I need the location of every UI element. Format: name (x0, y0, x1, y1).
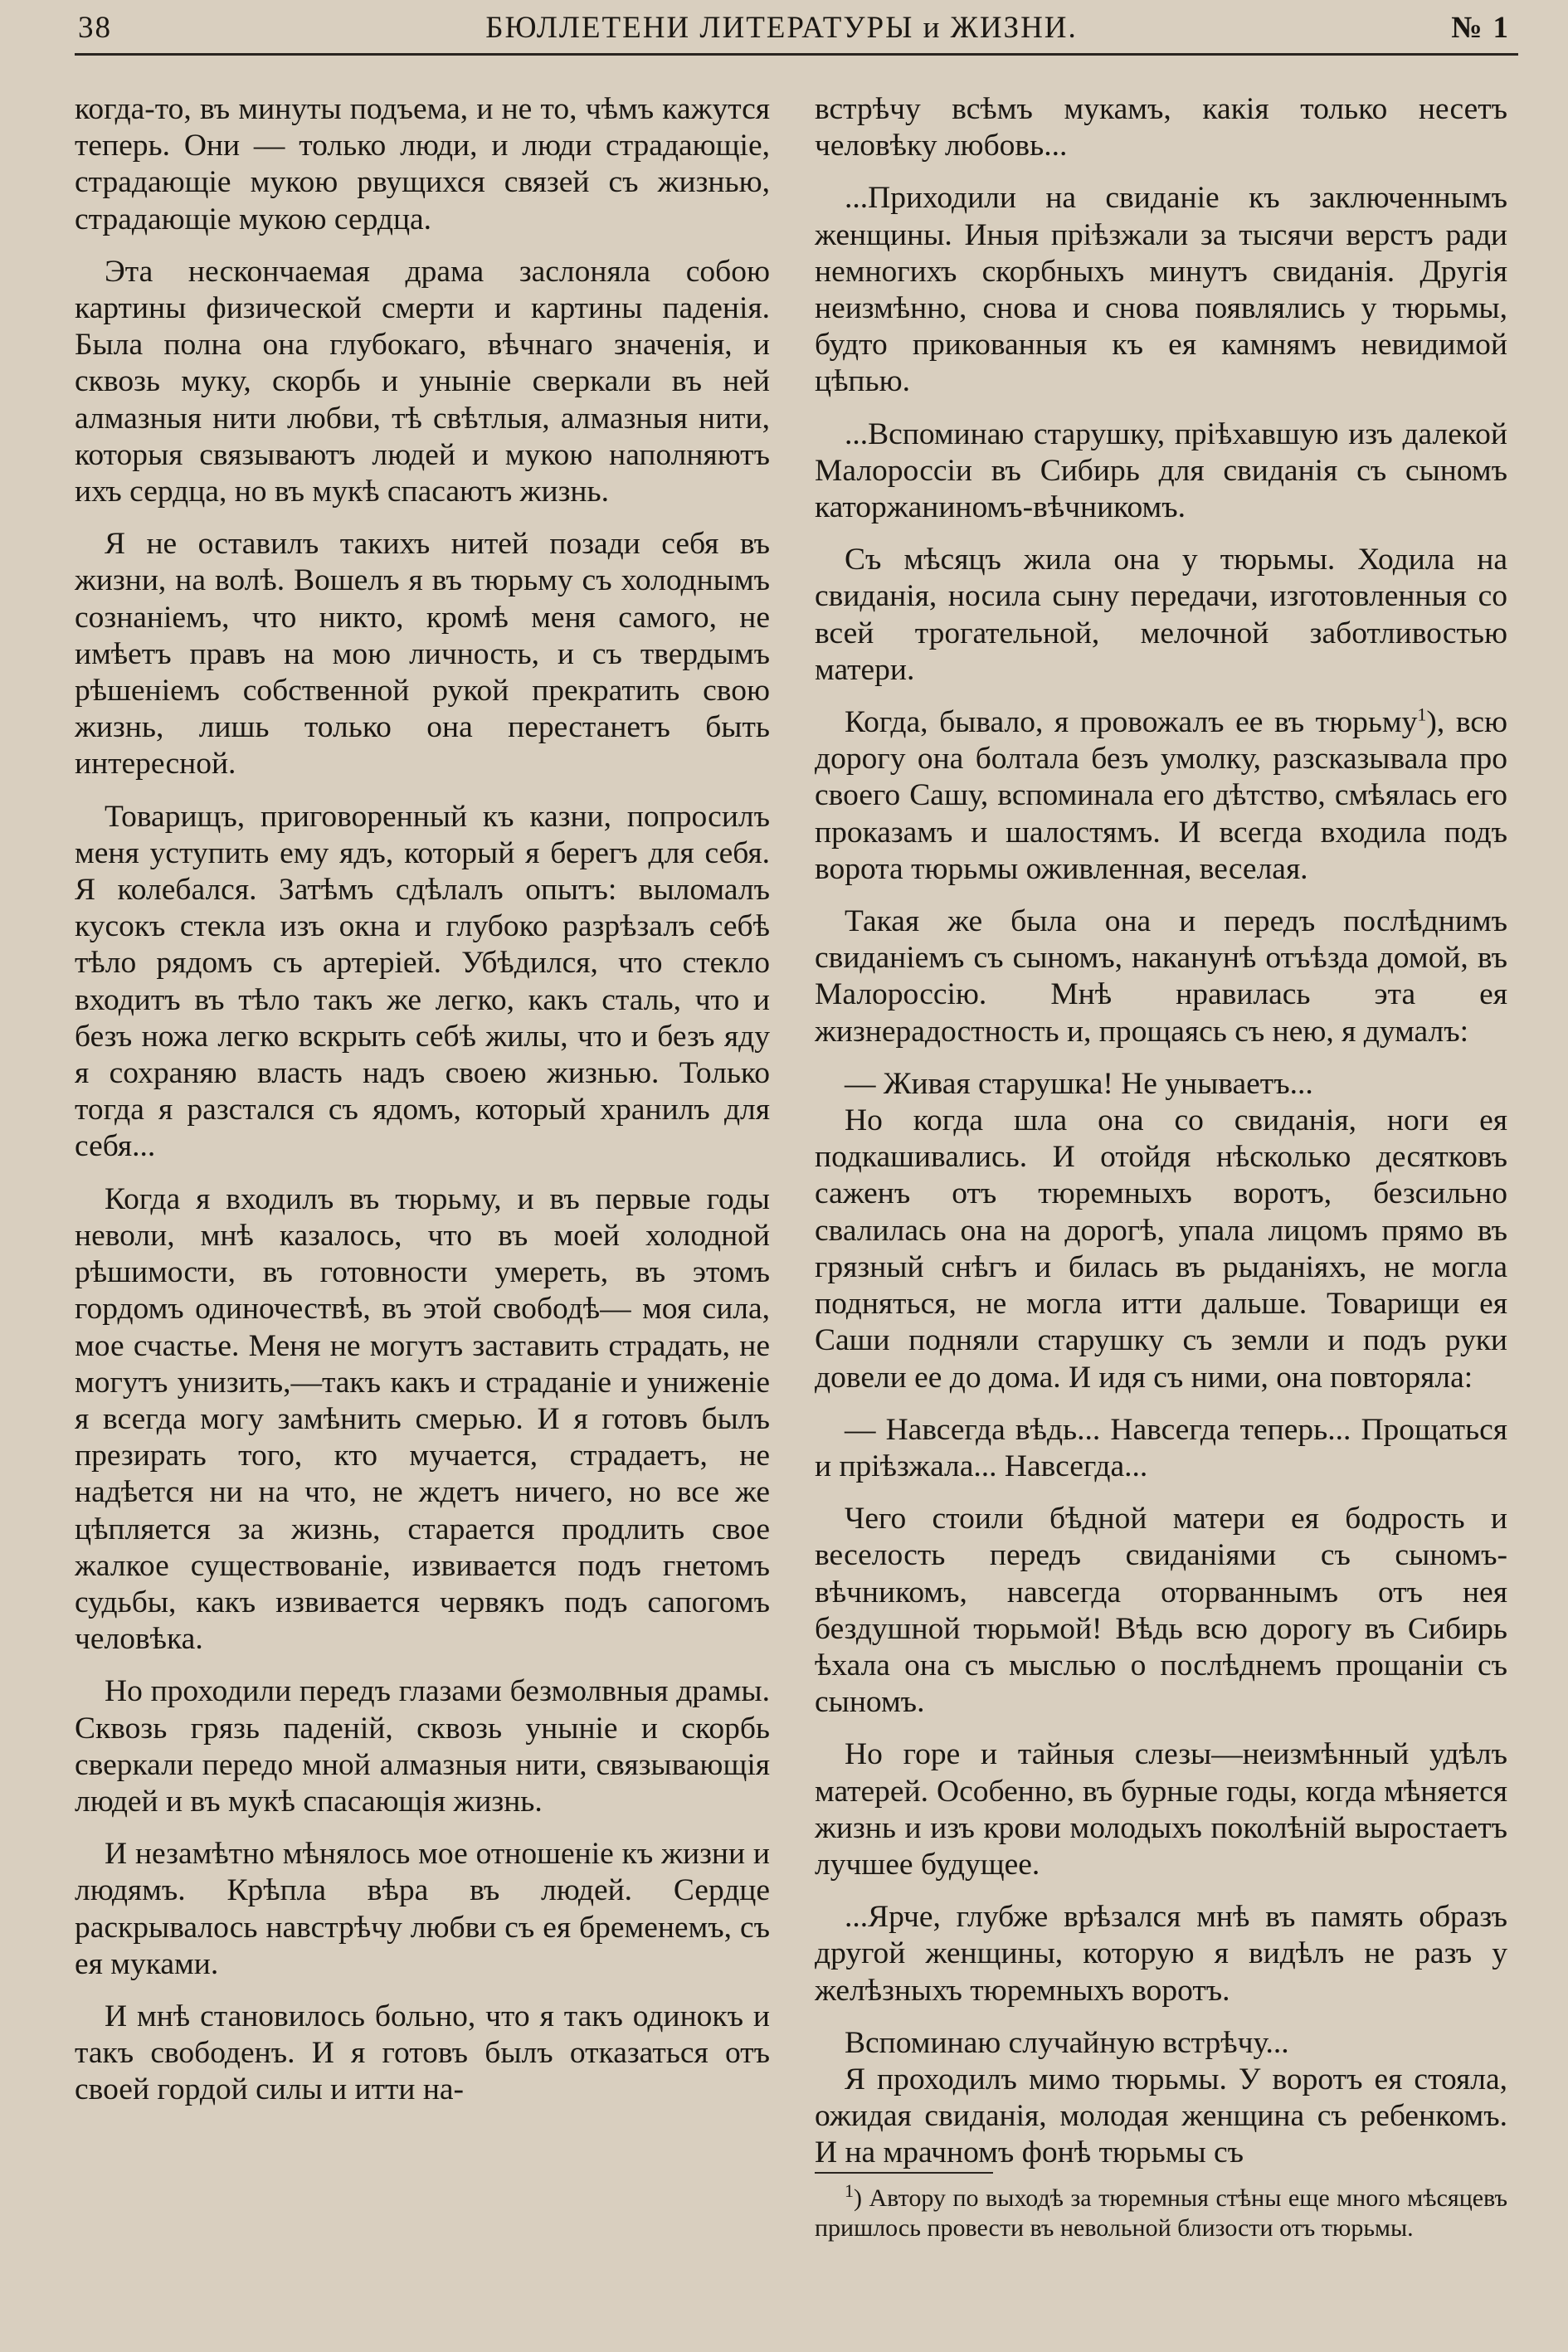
footnote-rule (815, 2172, 993, 2174)
paragraph: Я проходилъ мимо тюрьмы. У воротъ ея стояла, ожидая свиданія, молодая женщина съ ребенкомъ. И на мрачномъ фонѣ тюрьмы съ (815, 2062, 1507, 2170)
footnote (815, 2180, 1507, 2243)
paragraph: Но проходили передъ глазами безмолвныя драмы. Сквозь грязь паденій, сквозь уныніе и скорбь сверкали передо мной алмазныя нити, связывающія людей и въ мукѣ спасающія жизнь. (75, 1674, 770, 1819)
footnote-marker: 1 (1417, 704, 1427, 725)
paragraph: Съ мѣсяцъ жила она у тюрьмы. Ходила на свиданія, носила сыну передачи, изготовленныя со всей трогательной, мелочной заботливостью матери. (815, 543, 1507, 687)
header-rule (75, 53, 1518, 56)
running-title: БЮЛЛЕТЕНИ ЛИТЕРАТУРЫ и ЖИЗНИ. (485, 10, 1078, 45)
paragraph: — Навсегда вѣдь... Навсегда теперь... Прощаться и пріѣзжала... Навсегда... (815, 1412, 1507, 1483)
footnote-text: ) Автору по выходѣ за тюремныя стѣны еще много мѣсяцевъ пришлось провести въ невольной близости отъ тюрьмы. (815, 2184, 1507, 2242)
page-number: 38 (78, 10, 112, 45)
left-column (75, 91, 770, 2109)
paragraph: ...Приходили на свиданіе къ заключеннымъ женщины. Иныя пріѣзжали за тысячи верстъ ради немногихъ скорбныхъ минутъ свиданія. Другія неизмѣнно, снова и снова появлялись у тюрьмы, будто прикованныя къ ея камнямъ невидимой цѣпью. (815, 181, 1507, 399)
footnote-marker: 1 (845, 2180, 854, 2201)
paragraph: — Живая старушка! Не унываетъ... (845, 1066, 1313, 1101)
paragraph: ...Ярче, глубже врѣзался мнѣ въ память образъ другой женщины, которую я видѣлъ не разъ у желѣзныхъ тюремныхъ воротъ. (815, 1900, 1507, 2008)
paragraph: Но когда шла она со свиданія, ноги ея подкашивались. И отойдя нѣсколько десятковъ саженъ отъ тюремныхъ воротъ, безсильно свалилась она на дорогѣ, упала лицомъ прямо въ грязный снѣгъ и билась въ рыданіяхъ, не могла подняться, не могла итти дальше. Товарищи ея Саши подняли старушку съ земли и подъ руки довели ее до дома. И идя съ ними, она повторяла: (815, 1103, 1507, 1395)
paragraph: И незамѣтно мѣнялось мое отношеніе къ жизни и людямъ. Крѣпла вѣра въ людей. Сердце раскрывалось навстрѣчу любви съ ея бременемъ, съ ея муками. (75, 1837, 770, 1981)
paragraph: И мнѣ становилось больно, что я такъ одинокъ и такъ свободенъ. И я готовъ былъ отказаться отъ своей гордой силы и итти на- (75, 1999, 770, 2107)
paragraph: Такая же была она и передъ послѣднимъ свиданіемъ съ сыномъ, наканунѣ отъѣзда домой, въ Малороссію. Мнѣ нравилась эта ея жизнерадостность и, прощаясь съ нею, я думалъ: (815, 904, 1507, 1049)
right-column (815, 91, 1507, 2172)
paragraph (815, 704, 1507, 888)
paragraph: Вспоминаю случайную встрѣчу... (845, 2025, 1289, 2060)
paragraph: ...Вспоминаю старушку, пріѣхавшую изъ далекой Малороссіи въ Сибирь для свиданія съ сыномъ каторжаниномъ-вѣчникомъ. (815, 416, 1507, 525)
paragraph: Эта нескончаемая драма заслоняла собою картины физической смерти и картины паденія. Была полна она глубокаго, вѣчнаго значенія, и сквозь муку, скорбь и уныніе сверкали въ ней алмазныя нити любви, тѣ свѣтлыя, алмазныя нити, которыя связываютъ людей и мукою наполняютъ ихъ сердца, но въ мукѣ спасаютъ жизнь. (75, 254, 770, 509)
paragraph: когда-то, въ минуты подъема, и не то, чѣмъ кажутся теперь. Они — только люди, и люди страдающіе, страдающіе мукою рвущихся связей съ жизнью, страдающіе мукою сердца. (75, 92, 770, 236)
paragraph: Но горе и тайныя слезы—неизмѣнный удѣлъ матерей. Особенно, въ бурные годы, когда мѣняется жизнь и изъ крови молодыхъ поколѣній выростаетъ лучшее будущее. (815, 1737, 1507, 1882)
page-header (75, 3, 1518, 51)
issue-number: № 1 (1451, 10, 1510, 45)
paragraph: Я не оставилъ такихъ нитей позади себя въ жизни, на волѣ. Вошелъ я въ тюрьму съ холоднымъ сознаніемъ, что никто, кромѣ меня самого, не имѣетъ правъ на мою личность, и съ твердымъ рѣшеніемъ собственной рукой прекратить свою жизнь, лишь только она перестанетъ быть интересной. (75, 527, 770, 782)
paragraph-text: Когда, бывало, я провожалъ ее въ тюрьму (845, 705, 1418, 740)
paragraph: Когда я входилъ въ тюрьму, и въ первые годы неволи, мнѣ казалось, что въ моей холодной рѣшимости, въ готовности умереть, въ этомъ гордомъ одиночествѣ, въ этой свободѣ— моя сила, мое счастье. Меня не могутъ заставить страдать, не могутъ унизить,—такъ какъ и страданіе и униженіе я всегда могу замѣнить смерью. И я готовъ былъ презирать того, кто мучается, страдаетъ, не надѣется ни на что, не ждетъ ничего, но все же цѣпляется за жизнь, старается продлить свое жалкое существованіе, извивается подъ гнетомъ судьбы, какъ извивается червякъ подъ сапогомъ человѣка. (75, 1181, 770, 1657)
paragraph: встрѣчу всѣмъ мукамъ, какія только несетъ человѣку любовь... (815, 92, 1507, 163)
paragraph: Чего стоили бѣдной матери ея бодрость и веселость передъ свиданіями съ сыномъ-вѣчникомъ, навсегда оторваннымъ отъ нея бездушной тюрьмой! Вѣдь всю дорогу въ Сибирь ѣхала она съ мыслью о послѣднемъ прощаніи съ сыномъ. (815, 1502, 1507, 1720)
paragraph-text: ), всю дорогу она болтала безъ умолку, разсказывала про своего Сашу, вспоминала его дѣтство, смѣялась его проказамъ и шалостямъ. И всегда входила подъ ворота тюрьмы оживленная, веселая. (815, 705, 1507, 886)
paragraph: Товарищъ, приговоренный къ казни, попросилъ меня уступить ему ядъ, который я берегъ для себя. Я колебался. Затѣмъ сдѣлалъ опытъ: выломалъ кусокъ стекла изъ окна и глубоко разрѣзалъ себѣ тѣло рядомъ съ артеріей. Убѣдился, что стекло входитъ въ тѣло такъ же легко, какъ сталь, что и безъ ножа легко вскрыть себѣ жилы, что и безъ яду я сохраняю власть надъ своею жизнью. Только тогда я разстался съ ядомъ, который хранилъ для себя... (75, 799, 770, 1164)
